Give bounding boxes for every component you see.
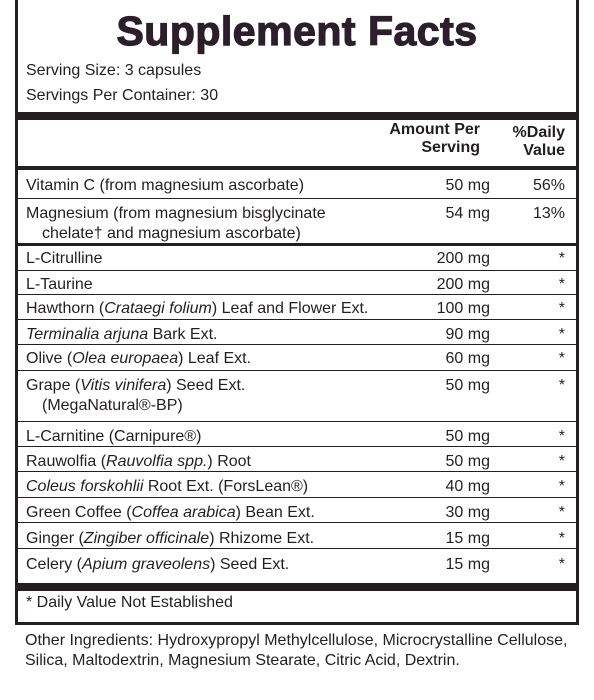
- nutrient-name-text: Celery (: [26, 556, 83, 573]
- nutrient-amount: 54 mg: [445, 205, 490, 222]
- supplement-facts-panel: [15, 0, 579, 625]
- nutrient-latin-name: Apium graveolens: [82, 556, 211, 573]
- nutrient-name-text: Green Coffee (: [26, 504, 132, 521]
- nutrient-name-suffix: ) Seed Ext.: [166, 377, 246, 394]
- nutrient-amount: 30 mg: [445, 504, 490, 521]
- nutrient-daily-value: *: [558, 250, 565, 267]
- nutrient-daily-value: *: [558, 428, 565, 445]
- nutrient-name-suffix: ) Root: [207, 453, 251, 470]
- nutrient-daily-value: 56%: [532, 177, 565, 194]
- nutrient-name: [26, 452, 251, 472]
- amount-header-line2: Serving: [421, 139, 480, 156]
- nutrient-latin-name: Olea europaea: [72, 350, 179, 367]
- row-divider: [18, 294, 576, 295]
- row-divider: [18, 548, 576, 549]
- nutrient-name-text: Hawthorn (: [26, 300, 105, 317]
- nutrient-daily-value: *: [558, 377, 565, 394]
- nutrient-amount: 60 mg: [445, 350, 490, 367]
- nutrient-daily-value: *: [558, 326, 565, 343]
- row-divider: [18, 471, 576, 472]
- nutrient-latin-name: Vitis vinifera: [80, 377, 167, 394]
- nutrient-latin-name: Crataegi folium: [104, 300, 212, 317]
- row-divider: [18, 446, 576, 447]
- servings-per-container: Servings Per Container: 30: [26, 87, 219, 104]
- nutrient-latin-name: Rauvolfia spp.: [106, 453, 208, 470]
- nutrient-name-suffix: ) Seed Ext.: [210, 556, 290, 573]
- footnote: * Daily Value Not Established: [26, 594, 233, 611]
- row-divider: [18, 497, 576, 498]
- nutrient-daily-value: 13%: [532, 205, 565, 222]
- nutrient-amount: 50 mg: [445, 428, 490, 445]
- nutrient-daily-value: *: [558, 530, 565, 547]
- row-divider: [18, 243, 576, 246]
- nutrient-name-text: Olive (: [26, 350, 73, 367]
- nutrient-name-text: Rauwolfia (: [26, 453, 107, 470]
- nutrient-name-line2: (MegaNatural®-BP): [42, 397, 183, 414]
- nutrient-name: [26, 477, 308, 497]
- row-divider: [18, 319, 576, 320]
- nutrient-amount: 50 mg: [445, 453, 490, 470]
- nutrient-daily-value: *: [558, 350, 565, 367]
- nutrient-amount: 90 mg: [445, 326, 490, 343]
- nutrient-name: [26, 529, 314, 549]
- nutrient-name: [26, 427, 201, 447]
- nutrient-name-suffix: Root Ext. (ForsLean®): [143, 478, 309, 495]
- nutrient-name: [26, 555, 289, 575]
- panel-title: Supplement Facts: [116, 8, 478, 54]
- nutrient-name: [26, 249, 102, 269]
- nutrient-name: [26, 299, 368, 319]
- nutrient-amount: 40 mg: [445, 478, 490, 495]
- nutrient-latin-name: Coffea arabica: [131, 504, 236, 521]
- amount-header-line1: Amount Per: [389, 121, 480, 138]
- nutrient-name-suffix: ) Leaf and Flower Ext.: [211, 300, 369, 317]
- daily-value-header: [513, 124, 565, 160]
- nutrient-name-text: Ginger (: [26, 530, 84, 547]
- nutrient-daily-value: *: [558, 300, 565, 317]
- nutrient-amount: 200 mg: [436, 250, 490, 267]
- nutrient-name-suffix: Bark Ext.: [148, 326, 218, 343]
- row-divider: [18, 344, 576, 345]
- nutrient-name-text: Grape (: [26, 377, 81, 394]
- nutrient-amount: 200 mg: [436, 276, 490, 293]
- amount-per-serving-header: [389, 121, 480, 157]
- nutrient-name: [26, 349, 251, 369]
- nutrient-amount: 15 mg: [445, 556, 490, 573]
- other-ingredients: Other Ingredients: Hydroxypropyl Methylcellulose, Microcrystalline Cellulose, Silica, Maltodextrin, Magnesium Stearate, Citric Acid, Dextrin.: [25, 632, 568, 669]
- nutrient-daily-value: *: [558, 478, 565, 495]
- nutrient-name: [26, 376, 245, 416]
- nutrient-daily-value: *: [558, 556, 565, 573]
- thick-rule-top: [18, 112, 576, 120]
- row-divider: [18, 421, 576, 422]
- nutrient-name-text: L-Taurine: [26, 276, 93, 293]
- nutrient-latin-name: Terminalia arjuna: [26, 326, 149, 343]
- mid-rule-header: [18, 166, 576, 170]
- nutrient-latin-name: Zingiber officinale: [83, 530, 210, 547]
- row-divider: [18, 370, 576, 371]
- serving-size: Serving Size: 3 capsules: [26, 62, 202, 79]
- thick-rule-bottom: [18, 583, 576, 591]
- nutrient-amount: 50 mg: [445, 177, 490, 194]
- nutrient-amount: 50 mg: [445, 377, 490, 394]
- nutrient-name: [26, 275, 93, 295]
- nutrient-name: [26, 176, 304, 196]
- dv-header-line2: Value: [523, 142, 565, 159]
- nutrient-name-text: Vitamin C (from magnesium ascorbate): [26, 177, 305, 194]
- row-divider: [18, 270, 576, 271]
- nutrient-amount: 15 mg: [445, 530, 490, 547]
- nutrient-latin-name: Coleus forskohlii: [26, 478, 144, 495]
- nutrient-name-suffix: ) Leaf Ext.: [178, 350, 252, 367]
- row-divider: [18, 198, 576, 199]
- nutrient-daily-value: *: [558, 276, 565, 293]
- nutrient-name: [26, 204, 326, 244]
- nutrient-name-text: L-Carnitine (Carnipure®): [26, 428, 202, 445]
- nutrient-daily-value: *: [558, 453, 565, 470]
- dv-header-line1: %Daily: [512, 124, 565, 141]
- nutrient-name-line2: chelate† and magnesium ascorbate): [42, 225, 301, 242]
- nutrient-name-text: L-Citrulline: [26, 250, 103, 267]
- nutrient-name-text: Magnesium (from magnesium bisglycinate: [26, 205, 326, 222]
- nutrient-amount: 100 mg: [436, 300, 490, 317]
- row-divider: [18, 522, 576, 523]
- nutrient-daily-value: *: [558, 504, 565, 521]
- nutrient-name-suffix: ) Rhizome Ext.: [209, 530, 315, 547]
- nutrient-name: [26, 325, 218, 345]
- nutrient-name: [26, 503, 315, 523]
- nutrient-name-suffix: ) Bean Ext.: [235, 504, 315, 521]
